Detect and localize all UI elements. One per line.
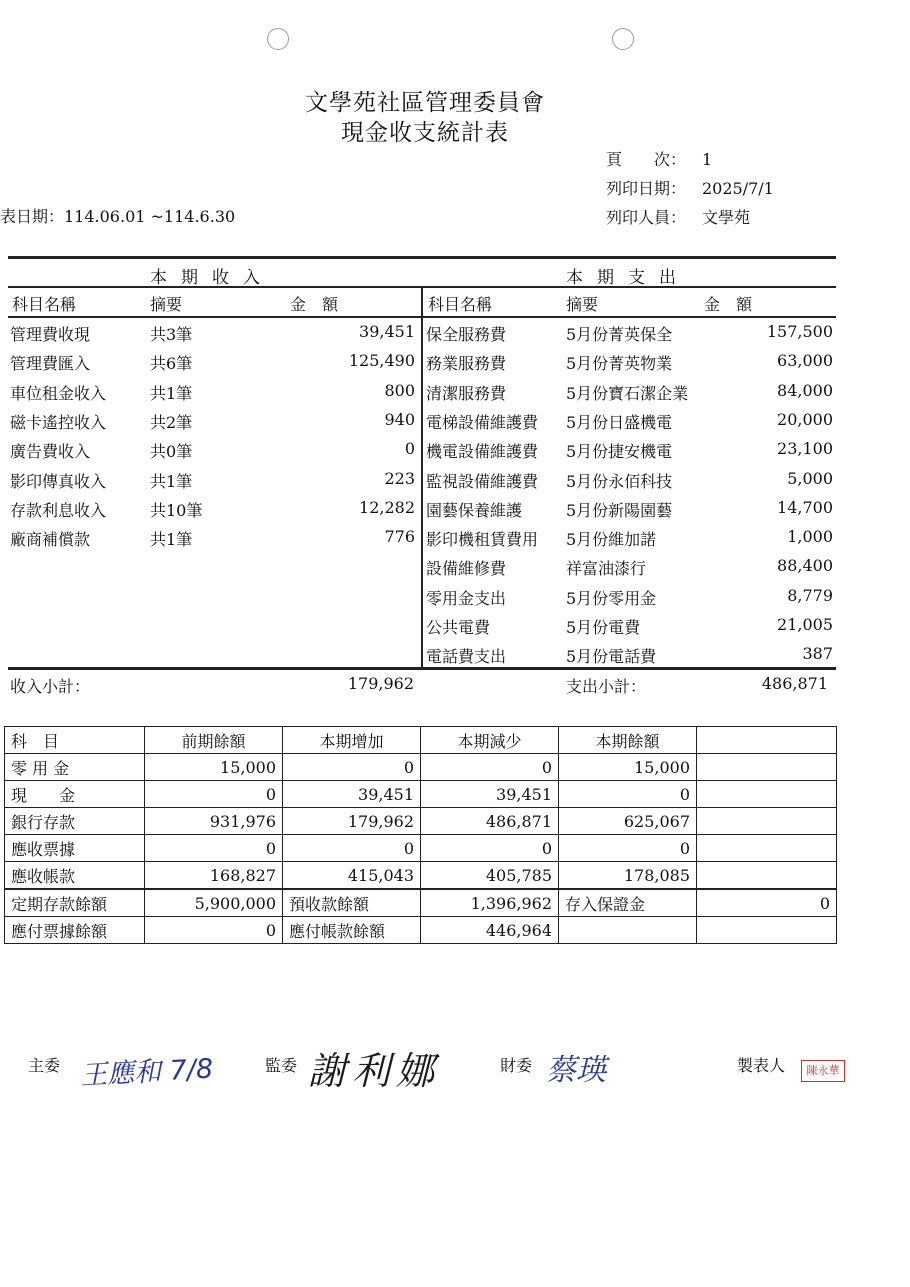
balance-extra-row-cell: 應付票據餘額: [5, 917, 145, 944]
expense-row-summary: 5月份電話費: [566, 647, 657, 667]
chair-signature: 王應和 7/8: [79, 1053, 214, 1092]
balance-row-cell: [697, 781, 837, 808]
balance-header-row-cell: 本期餘額: [559, 727, 697, 754]
balance-extra-row-cell: 1,396,962: [421, 889, 559, 917]
expense-row-amount: 1,000: [787, 527, 833, 547]
punch-hole-right: [612, 28, 634, 50]
expense-row-amount: 20,000: [777, 409, 833, 429]
balance-row-cell: 415,043: [283, 862, 421, 890]
expense-row-summary: 5月份日盛機電: [566, 412, 673, 432]
income-col-subject: 科目名稱: [12, 295, 77, 314]
balance-row-cell: 178,085: [559, 862, 697, 890]
income-row-amount: 125,490: [348, 351, 415, 371]
balance-row-cell: 0: [421, 835, 559, 862]
income-row-subject: 存款利息收入: [10, 500, 107, 520]
balance-header-row-cell: 本期增加: [283, 727, 421, 754]
expense-row-subject: 清潔服務費: [426, 383, 507, 403]
balance-row: [5, 835, 837, 862]
balance-row-cell: 931,976: [145, 808, 283, 835]
expense-col-subject: 科目名稱: [428, 295, 493, 314]
income-row-subject: 管理費收現: [10, 325, 91, 344]
expense-row-subject: 務業服務費: [426, 354, 507, 374]
expense-row-amount: 21,005: [777, 615, 833, 634]
income-row-summary: 共2筆: [150, 412, 193, 432]
income-row-amount: 39,451: [359, 322, 415, 341]
balance-extra-row-cell: [697, 917, 837, 944]
income-row-summary: 共0筆: [150, 442, 193, 462]
expense-section-title: 本期支出: [566, 268, 690, 288]
balance-row-cell: 168,827: [145, 862, 283, 890]
balance-row: [5, 754, 837, 781]
balance-row-cell: 15,000: [145, 754, 283, 781]
table-top-rule: [8, 256, 836, 259]
balance-row-cell: 39,451: [421, 781, 559, 808]
expense-row-subject: 機電設備維護費: [426, 442, 539, 462]
expense-row-summary: 5月份永佰科技: [566, 471, 673, 491]
balance-row-cell: 0: [559, 781, 697, 808]
income-row-amount: 223: [384, 468, 415, 488]
balance-row-cell: [697, 835, 837, 862]
balance-extra-row: [5, 917, 837, 944]
balance-extra-row-cell: 存入保證金: [559, 889, 697, 917]
balance-row-cell: [697, 862, 837, 890]
report-title: 現金收支統計表: [341, 120, 509, 146]
finance-label: 財委: [500, 1056, 533, 1075]
expense-row-subject: 監視設備維護費: [426, 471, 539, 491]
organization-title: 文學苑社區管理委員會: [305, 90, 545, 116]
balance-extra-row-cell: 0: [145, 917, 283, 944]
income-row-subject: 車位租金收入: [10, 383, 107, 403]
income-row-amount: 12,282: [359, 497, 415, 517]
balance-extra-row-cell: 應付帳款餘額: [283, 917, 421, 944]
balance-row-cell: 625,067: [559, 808, 697, 835]
expense-row-amount: 84,000: [777, 380, 833, 400]
income-row-summary: 共1筆: [150, 471, 193, 491]
income-subtotal-label: 收入小計：: [10, 677, 91, 696]
balance-header-row-cell: [697, 727, 837, 754]
maker-seal-stamp: 陳永華: [801, 1060, 845, 1082]
expense-row-amount: 14,700: [777, 497, 833, 517]
printer-value: 文學苑: [702, 208, 751, 227]
expense-row-summary: 5月份維加諾: [566, 530, 657, 550]
balance-row-cell: 486,871: [421, 808, 559, 835]
expense-col-amount: 金 額: [704, 295, 753, 314]
income-row-summary: 共1筆: [150, 383, 193, 403]
balance-row-cell: 0: [145, 781, 283, 808]
expense-subtotal-value: 486,871: [761, 674, 828, 693]
balance-row-cell: 39,451: [283, 781, 421, 808]
balance-header-row: [5, 727, 837, 754]
balance-row-cell: 0: [283, 835, 421, 862]
income-row-subject: 磁卡遙控收入: [10, 412, 107, 432]
expense-row-subject: 公共電費: [426, 618, 491, 637]
income-row-amount: 800: [384, 380, 415, 400]
supervisor-label: 監委: [265, 1056, 298, 1075]
income-row-summary: 共10筆: [150, 500, 203, 520]
report-period: 表日期：114.06.01 ~114.6.30: [0, 207, 236, 226]
balance-table: [4, 726, 837, 944]
expense-row-amount: 63,000: [777, 351, 833, 371]
print-date-value: 2025/7/1: [702, 179, 774, 198]
expense-row-summary: 5月份菁英物業: [566, 354, 673, 374]
balance-row-cell: 0: [559, 835, 697, 862]
balance-extra-row-cell: 446,964: [421, 917, 559, 944]
income-row-subject: 管理費匯入: [10, 354, 91, 374]
balance-row-cell: 銀行存款: [5, 808, 145, 835]
balance-row-cell: 應收票據: [5, 835, 145, 862]
balance-header-row-cell: 前期餘額: [145, 727, 283, 754]
income-col-summary: 摘要: [150, 295, 183, 314]
expense-row-summary: 5月份寶石潔企業: [566, 383, 689, 403]
balance-row-cell: 0: [145, 835, 283, 862]
balance-row-cell: 現 金: [5, 781, 145, 808]
expense-row-subject: 影印機租賃費用: [426, 530, 539, 550]
expense-row-amount: 387: [802, 644, 833, 664]
balance-row-cell: 應收帳款: [5, 862, 145, 890]
table-bottom-rule: [8, 667, 836, 670]
supervisor-signature: 謝利娜: [308, 1049, 441, 1093]
balance-row: [5, 808, 837, 835]
balance-row-cell: [697, 754, 837, 781]
balance-header-row-cell: 科 目: [5, 727, 145, 754]
expense-col-summary: 摘要: [566, 295, 599, 314]
balance-extra-row: [5, 889, 837, 917]
expense-row-amount: 88,400: [777, 556, 833, 576]
expense-row-summary: 5月份捷安機電: [566, 442, 673, 462]
expense-row-summary: 5月份菁英保全: [566, 325, 673, 344]
punch-hole-left: [267, 28, 289, 50]
expense-row-subject: 園藝保養維護: [426, 500, 523, 520]
income-row-amount: 776: [384, 527, 415, 547]
expense-row-summary: 5月份電費: [566, 618, 641, 637]
income-row-summary: 共1筆: [150, 530, 193, 550]
page-label: 頁 次：: [606, 150, 687, 169]
balance-row-cell: 15,000: [559, 754, 697, 781]
chair-label: 主委: [28, 1056, 61, 1075]
expense-row-summary: 祥富油漆行: [566, 559, 647, 579]
printer-label: 列印人員：: [606, 208, 687, 227]
income-row-amount: 940: [384, 409, 415, 429]
page-number-line: [606, 147, 712, 170]
balance-row-cell: 405,785: [421, 862, 559, 890]
income-row-subject: 影印傳真收入: [10, 471, 107, 491]
expense-subtotal-label: 支出小計：: [566, 677, 647, 696]
print-date-label: 列印日期：: [606, 179, 687, 198]
expense-row-subject: 零用金支出: [426, 588, 507, 608]
balance-row-cell: 零 用 金: [5, 754, 145, 781]
expense-row-amount: 157,500: [766, 322, 833, 341]
page-value: 1: [702, 150, 713, 169]
income-subtotal-value: 179,962: [347, 674, 414, 693]
expense-row-subject: 設備維修費: [426, 559, 507, 579]
income-expense-divider: [421, 287, 423, 667]
balance-row: [5, 781, 837, 808]
expense-row-amount: 8,779: [787, 585, 833, 605]
expense-row-subject: 保全服務費: [426, 325, 507, 344]
expense-row-amount: 5,000: [787, 468, 833, 488]
expense-row-amount: 23,100: [777, 439, 833, 459]
maker-label: 製表人: [737, 1056, 786, 1075]
expense-row-summary: 5月份零用金: [566, 588, 657, 608]
expense-row-subject: 電話費支出: [426, 647, 507, 667]
balance-header-row-cell: 本期減少: [421, 727, 559, 754]
expense-row-summary: 5月份新陽園藝: [566, 500, 673, 520]
balance-extra-row-cell: 預收款餘額: [283, 889, 421, 917]
balance-extra-row-cell: 5,900,000: [145, 889, 283, 917]
print-date-line: [606, 176, 774, 199]
balance-row-cell: 179,962: [283, 808, 421, 835]
income-row-summary: 共3筆: [150, 325, 193, 344]
balance-row: [5, 862, 837, 890]
income-row-summary: 共6筆: [150, 354, 193, 374]
balance-row-cell: [697, 808, 837, 835]
balance-row-cell: 0: [421, 754, 559, 781]
income-row-subject: 廠商補償款: [10, 530, 91, 550]
finance-signature: 蔡瑛: [546, 1053, 606, 1088]
income-col-amount: 金 額: [290, 295, 339, 314]
income-row-subject: 廣告費收入: [10, 442, 91, 462]
income-section-title: 本期收入: [150, 268, 274, 288]
balance-row-cell: 0: [283, 754, 421, 781]
balance-extra-row-cell: 定期存款餘額: [5, 889, 145, 917]
expense-row-subject: 電梯設備維護費: [426, 412, 539, 432]
balance-extra-row-cell: [559, 917, 697, 944]
printer-line: [606, 205, 750, 228]
income-row-amount: 0: [404, 439, 415, 459]
balance-extra-row-cell: 0: [697, 889, 837, 917]
